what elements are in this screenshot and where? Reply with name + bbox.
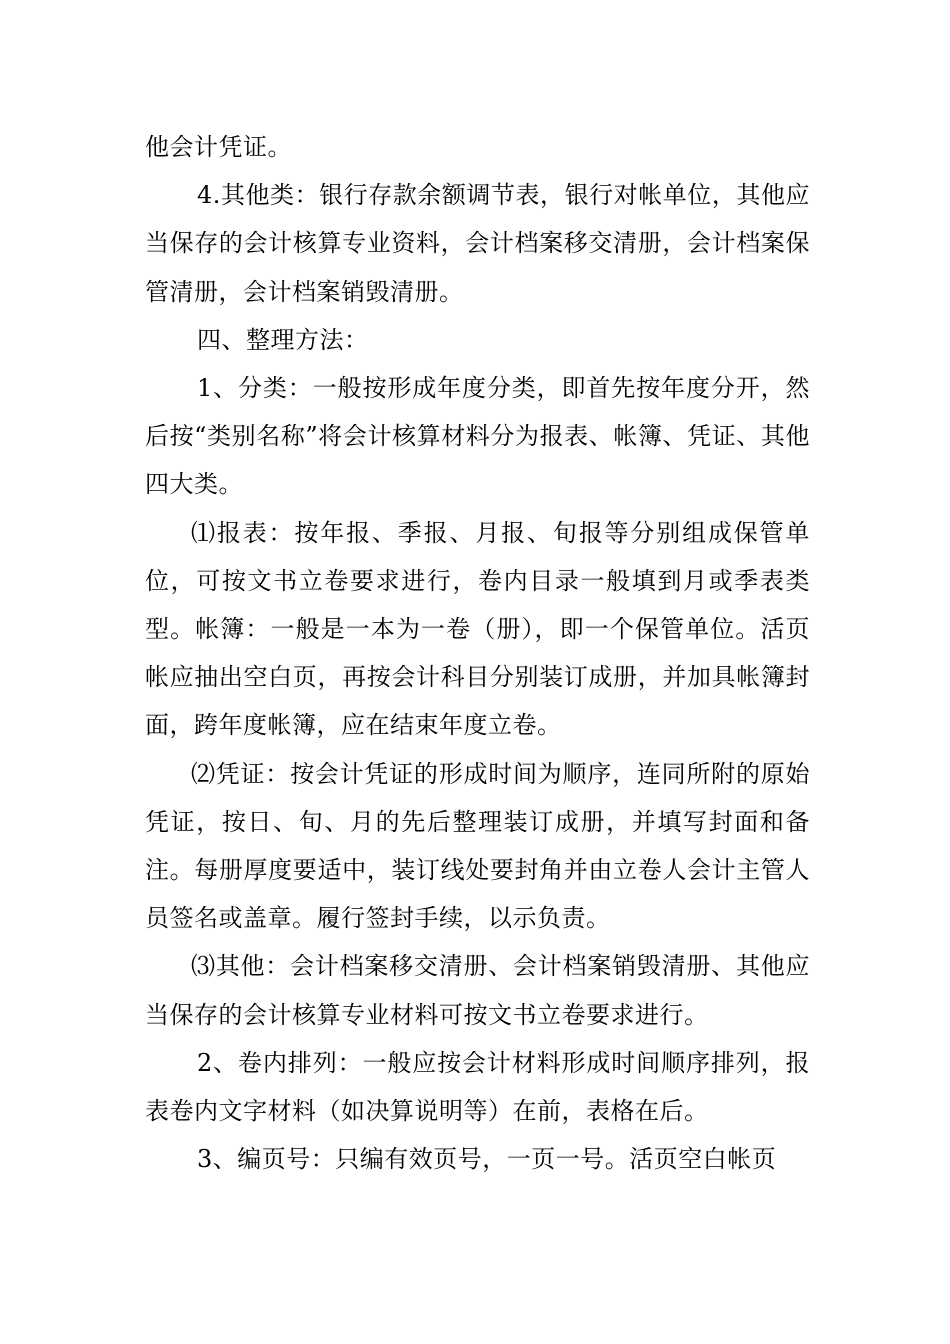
paragraph-arrangement: 2、卷内排列：一般应按会计材料形成时间顺序排列，报表卷内文字材料（如决算说明等）在前，表格在后。	[145, 1048, 810, 1126]
document-body	[145, 123, 810, 1183]
paragraph-classification: 1、分类：一般按形成年度分类，即首先按年度分开，然后按“类别名称”将会计核算材料分为报表、帐簿、凭证、其他四大类。	[145, 374, 810, 499]
paragraph-reports: ⑴报表：按年报、季报、月报、旬报等分别组成保管单位，可按文书立卷要求进行，卷内目录一般填到月或季表类型。帐簿：一般是一本为一卷（册），即一个保管单位。活页帐应抽出空白页，再按会计科目分别装订成册，并加具帐簿封面，跨年度帐簿，应在结束年度立卷。	[145, 518, 810, 740]
paragraph-continuation: 他会计凭证。	[145, 133, 292, 161]
paragraph-vouchers: ⑵凭证：按会计凭证的形成时间为顺序，连同所附的原始凭证，按日、旬、月的先后整理装订成册，并填写封面和备注。每册厚度要适中，装订线处要封角并由立卷人会计主管人员签名或盖章。履行签封手续，以示负责。	[145, 759, 810, 933]
section-heading-methods: 四、整理方法：	[197, 325, 369, 354]
paragraph-page-numbering: 3、编页号：只编有效页号，一页一号。活页空白帐页	[197, 1145, 777, 1174]
paragraph-others: ⑶其他：会计档案移交清册、会计档案销毁清册、其他应当保存的会计核算专业材料可按文书立卷要求进行。	[145, 952, 810, 1029]
paragraph-other-category: 4.其他类：银行存款余额调节表，银行对帐单位，其他应当保存的会计核算专业资料，会计档案移交清册，会计档案保管清册，会计档案销毁清册。	[145, 181, 810, 306]
